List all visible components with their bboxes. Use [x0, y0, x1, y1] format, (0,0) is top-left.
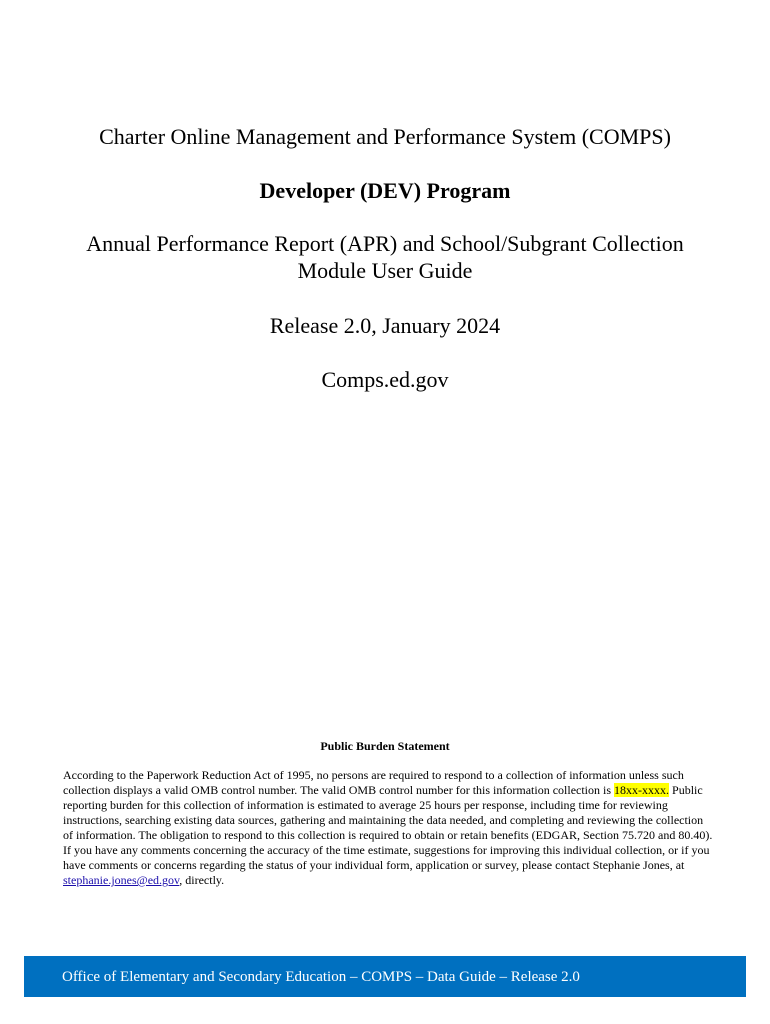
- burden-text-part-1: According to the Paperwork Reduction Act of 1995, no persons are required to respond to a collection of information unless such collection displays a valid OMB control number. The valid OMB control number for this information collection is: [63, 768, 684, 797]
- burden-statement-paragraph: [63, 768, 713, 888]
- omb-control-number: 18xx-xxxx.: [614, 783, 670, 797]
- footer-text: Office of Elementary and Secondary Education – COMPS – Data Guide – Release 2.0: [62, 969, 580, 985]
- contact-email-link[interactable]: stephanie.jones@ed.gov: [63, 873, 180, 887]
- program-title: Developer (DEV) Program: [259, 178, 511, 203]
- burden-text-part-2: Public reporting burden for this collection of information is estimated to average 25 hours per response, including time for reviewing instructions, searching existing data sources, gathering and maintaining the data needed, and completing and reviewing the collection of information. The obligation to respond to this collection is required to obtain or retain benefits (EDGAR, Section 75.720 and 80.40). If you have any comments concerning the accuracy of the time estimate, suggestions for improving this individual collection, or if you have comments or concerns regarding the status of your individual form, application or survey, please contact Stephanie Jones, at: [63, 783, 713, 872]
- burden-text-part-3: , directly.: [179, 873, 225, 887]
- website-text: Comps.ed.gov: [321, 367, 449, 392]
- footer-bar: [24, 956, 746, 997]
- release-info: Release 2.0, January 2024: [269, 313, 501, 338]
- burden-statement-heading: Public Burden Statement: [320, 739, 450, 753]
- guide-title: Annual Performance Report (APR) and School/Subgrant Collection Module User Guide: [86, 231, 684, 283]
- system-title: Charter Online Management and Performance System (COMPS): [99, 124, 671, 149]
